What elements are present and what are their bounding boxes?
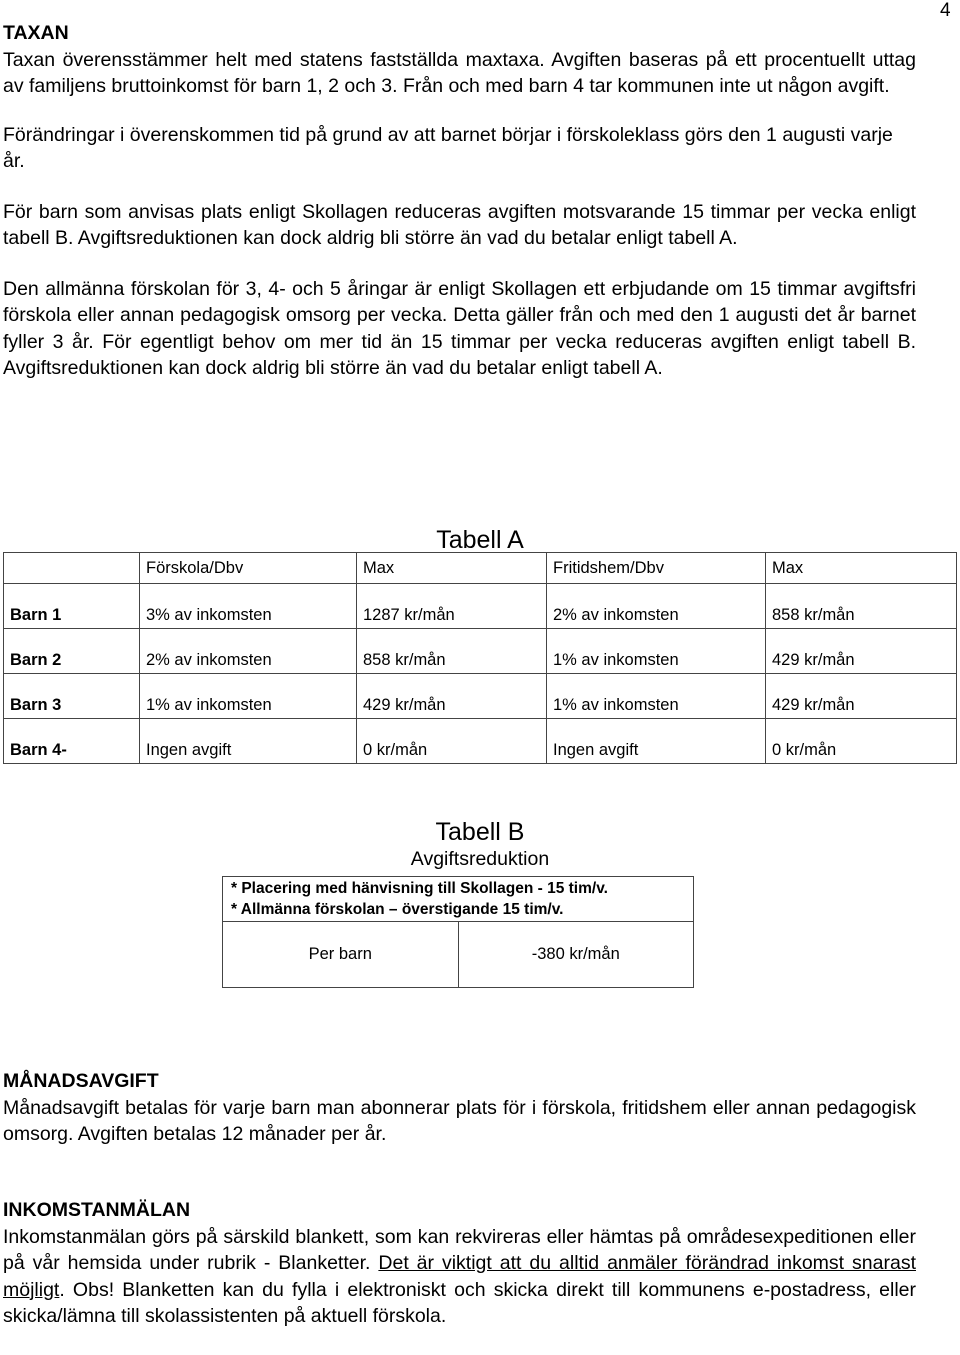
tabell-b-row-value: -380 kr/mån: [458, 922, 694, 988]
table-row: [4, 674, 957, 719]
manadsavgift-text: Månadsavgift betalas för varje barn man abonnerar plats för i förskola, fritidshem eller annan pedagogisk omsorg. Avgiften betalas 12 månader per år.: [3, 1096, 916, 1145]
table-header-cell: Förskola/Dbv: [140, 553, 357, 584]
table-cell: 2% av inkomsten: [140, 629, 357, 674]
table-cell: 429 kr/mån: [766, 674, 957, 719]
table-cell: Ingen avgift: [547, 719, 766, 764]
table-header-cell: Max: [357, 553, 547, 584]
tabell-b-row: [222, 921, 694, 988]
table-row-label: Barn 1: [4, 584, 140, 629]
table-cell: 858 kr/mån: [357, 629, 547, 674]
tabell-b-row-label: Per barn: [223, 922, 459, 988]
table-row: [4, 629, 957, 674]
manadsavgift-heading: MÅNADSAVGIFT: [3, 1070, 159, 1092]
taxan-section: [3, 20, 916, 382]
table-cell: 429 kr/mån: [357, 674, 547, 719]
table-cell: 1% av inkomsten: [547, 629, 766, 674]
inkomstanmalan-text-part: . Obs! Blanketten kan du fylla i elektroniskt och skicka direkt till kommunens e-postadress, eller skicka/lämna till skolassistenten på aktuell förskola.: [3, 1278, 916, 1327]
table-header-cell: Max: [766, 553, 957, 584]
taxan-heading: TAXAN: [3, 22, 69, 44]
table-cell: 0 kr/mån: [357, 719, 547, 764]
table-header-cell: Fritidshem/Dbv: [547, 553, 766, 584]
inkomstanmalan-heading: INKOMSTANMÄLAN: [3, 1199, 191, 1221]
table-row-label: Barn 3: [4, 674, 140, 719]
tabell-a-title: Tabell A: [436, 526, 524, 554]
table-cell: 0 kr/mån: [766, 719, 957, 764]
inkomstanmalan-text-part: Inkomstanmälan görs på särskild blankett, som kan rekvireras eller hämtas på områdesexpeditionen eller på vår hemsida under rubrik - Blanketter.: [3, 1225, 916, 1274]
table-row: [4, 719, 957, 764]
tabell-b-subtitle: Avgiftsreduktion: [410, 848, 550, 870]
tabell-a: [3, 552, 957, 764]
table-cell: Ingen avgift: [140, 719, 357, 764]
table-cell: 858 kr/mån: [766, 584, 957, 629]
table-header-row: [4, 553, 957, 584]
table-row: [4, 584, 957, 629]
table-cell: 1287 kr/mån: [357, 584, 547, 629]
taxan-paragraph-4: Den allmänna förskolan för 3, 4- och 5 åringar är enligt Skollagen ett erbjudande om 15 timmar avgiftsfri förskola eller annan pedagogisk omsorg per vecka. Detta gäller från och med den 1 augusti det år barnet fyller 3 år. För egentligt behov om mer tid än 15 timmar per vecka reduceras avgiften enligt tabell B. Avgiftsreduktionen kan dock aldrig bli större än vad du betalar enligt tabell A.: [3, 277, 916, 379]
inkomstanmalan-text: [3, 1224, 916, 1330]
table-cell: 429 kr/mån: [766, 629, 957, 674]
manadsavgift-section: [3, 1068, 916, 1148]
table-cell: 1% av inkomsten: [140, 674, 357, 719]
table-cell: 3% av inkomsten: [140, 584, 357, 629]
tabell-b: [222, 876, 694, 988]
inkomstanmalan-underlined-text: Det är viktigt att du alltid anmäler förändrad inkomst snarast möjligt: [3, 1252, 916, 1301]
page-number: 4: [940, 0, 951, 21]
table-row-label: Barn 2: [4, 629, 140, 674]
taxan-paragraph-1: Taxan överensstämmer helt med statens fastställda maxtaxa. Avgiften baseras på ett procentuellt uttag av familjens bruttoinkomst för barn 1, 2 och 3. Från och med barn 4 tar kommunen inte ut någon avgift.: [3, 48, 916, 97]
tabell-b-note: * Allmänna förskolan – överstigande 15 tim/v.: [231, 901, 564, 918]
tabell-b-title: Tabell B: [435, 818, 525, 846]
table-cell: 1% av inkomsten: [547, 674, 766, 719]
inkomstanmalan-section: [3, 1197, 916, 1330]
taxan-paragraph-3: För barn som anvisas plats enligt Skollagen reduceras avgiften motsvarande 15 timmar per vecka enligt tabell B. Avgiftsreduktionen kan dock aldrig bli större än vad du betalar enligt tabell A.: [3, 200, 916, 249]
table-header-cell: [4, 553, 140, 584]
taxan-paragraph-2: Förändringar i överenskommen tid på grund av att barnet börjar i förskoleklass görs den 1 augusti varje år.: [3, 123, 893, 172]
tabell-b-note: * Placering med hänvisning till Skollagen - 15 tim/v.: [231, 880, 608, 897]
table-cell: 2% av inkomsten: [547, 584, 766, 629]
table-row-label: Barn 4-: [4, 719, 140, 764]
